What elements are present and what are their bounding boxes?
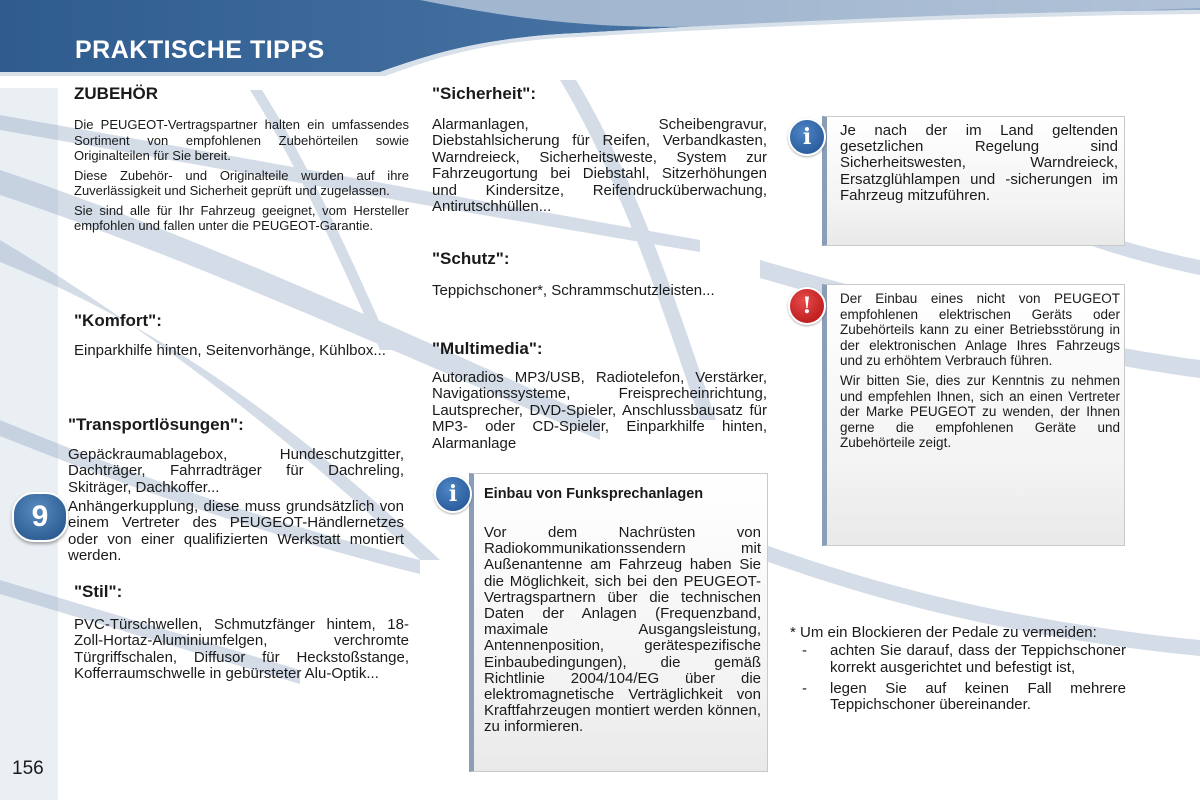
footnote-item xyxy=(790,643,1126,676)
footnote-item-text: achten Sie darauf, dass der Teppichschoner korrekt ausgerichtet und befestigt ist, xyxy=(830,642,1126,676)
info-icon: i xyxy=(434,475,472,513)
sicherheit-heading: "Sicherheit": xyxy=(432,84,536,103)
schutz-text: Teppichschoner*, Schrammschutzleisten... xyxy=(432,282,715,299)
chapter-number: 9 xyxy=(31,500,49,533)
page-number: 156 xyxy=(12,758,44,779)
multimedia-text: Autoradios MP3/USB, Radiotelefon, Verstärker, Navigationssysteme, Freisprecheinrichtung, Lautsprecher, DVD-Spieler, Anschlussbausatz für MP3- oder CD-Spieler, Einparkhilfe hinten, Alarmanlage xyxy=(432,369,767,452)
funksprech-box xyxy=(469,473,768,772)
schutz-heading: "Schutz": xyxy=(432,249,510,268)
zubehoer-paragraph: Sie sind alle für Ihr Fahrzeug geeignet, vom Hersteller empfohlen und fallen unter die PEUGEOT-Garantie. xyxy=(74,202,409,233)
footnote-dash: - xyxy=(802,679,807,697)
warning-box xyxy=(822,284,1125,546)
transport-heading: "Transportlösungen": xyxy=(68,415,244,434)
footnote-intro: * Um ein Blockieren der Pedale zu vermeiden: xyxy=(790,624,1097,641)
transport-text: Gepäckraumablagebox, Hundeschutzgitter, Dachträger, Fahrradträger für Dachreling, Skiträger, Dachkoffer... xyxy=(68,446,404,496)
transport-text-2: Anhängerkupplung, diese muss grundsätzlich von einem Vertreter des PEUGEOT-Händlernetzes oder von einer qualifizierten Werkstatt montiert werden. xyxy=(68,498,404,565)
zubehoer-text xyxy=(74,117,409,238)
komfort-text: Einparkhilfe hinten, Seitenvorhänge, Kühlbox... xyxy=(74,342,386,359)
footnote xyxy=(790,625,1126,713)
page-title: PRAKTISCHE TIPPS xyxy=(75,36,325,64)
zubehoer-paragraph: Diese Zubehör- und Originalteile wurden auf ihre Zuverlässigkeit und Sicherheit geprüft und zugelassen. xyxy=(74,167,409,198)
stil-text: PVC-Türschwellen, Schmutzfänger hintem, 18-Zoll-Hortaz-Aluminiumfelgen, verchromte Türgriffschalen, Diffusor für Heckstoßstange, Kofferraumschwelle in gebürsteter Alu-Optik... xyxy=(74,616,409,683)
warning-icon: ! xyxy=(788,287,826,325)
funksprech-text: Vor dem Nachrüsten von Radiokommunikationssendern mit Außenantenne am Fahrzeug haben Sie die Möglichkeit, sich bei den PEUGEOT-Vertragspartnern über die technischen Daten der Anlagen (Frequenzband, maximale Ausgangsleistung, Antennenposition, gerätespezifische Einbaubedingungen), die gemäß Richtlinie 2004/104/EG über die elektromagnetische Verträglichkeit von Kraftfahrzeugen montiert werden können, zu informieren. xyxy=(484,524,761,736)
footnote-item xyxy=(790,681,1126,714)
footnote-item-text: legen Sie auf keinen Fall mehrere Teppichschoner übereinander. xyxy=(830,679,1126,714)
info-icon: i xyxy=(788,118,826,156)
komfort-heading: "Komfort": xyxy=(74,311,162,330)
funksprech-heading: Einbau von Funksprechanlagen xyxy=(484,486,704,502)
info-box xyxy=(822,116,1125,246)
zubehoer-heading: ZUBEHÖR xyxy=(74,84,159,103)
warning-paragraph: Wir bitten Sie, dies zur Kenntnis zu nehmen und empfehlen Ihnen, sich an einen Vertreter der Marke PEUGEOT zu wenden, der Ihnen gerne die empfohlenen Geräte und Zubehörteile zeigt. xyxy=(840,372,1120,451)
info-box-text: Je nach der im Land geltenden gesetzlichen Regelung sind Sicherheitswesten, Warndreieck, Ersatzglühlampen und -sicherungen im Fahrzeug mitzuführen. xyxy=(840,122,1118,204)
multimedia-heading: "Multimedia": xyxy=(432,339,543,358)
chapter-badge xyxy=(12,492,68,542)
warning-box-content xyxy=(840,291,1120,455)
zubehoer-paragraph: Die PEUGEOT-Vertragspartner halten ein umfassendes Sortiment von empfohlenen Zubehörteilen sowie Originalteilen für Sie bereit. xyxy=(74,117,409,163)
stil-heading: "Stil": xyxy=(74,582,123,601)
footnote-dash: - xyxy=(802,642,807,660)
sicherheit-text: Alarmanlagen, Scheibengravur, Diebstahlsicherung für Reifen, Verbandkasten, Warndreieck, Sicherheitsweste, System zur Fahrzeugortung bei Diebstahl, Sitzerhöhungen und Kindersitze, Reifendrucküberwachung, Antirutschhüllen... xyxy=(432,116,767,216)
warning-paragraph: Der Einbau eines nicht von PEUGEOT empfohlenen elektrischen Geräts oder Zubehörteils kann zu einer Betriebsstörung in der elektronischen Anlage Ihres Fahrzeugs und zu erhöhtem Verbrauch führen. xyxy=(840,291,1120,369)
